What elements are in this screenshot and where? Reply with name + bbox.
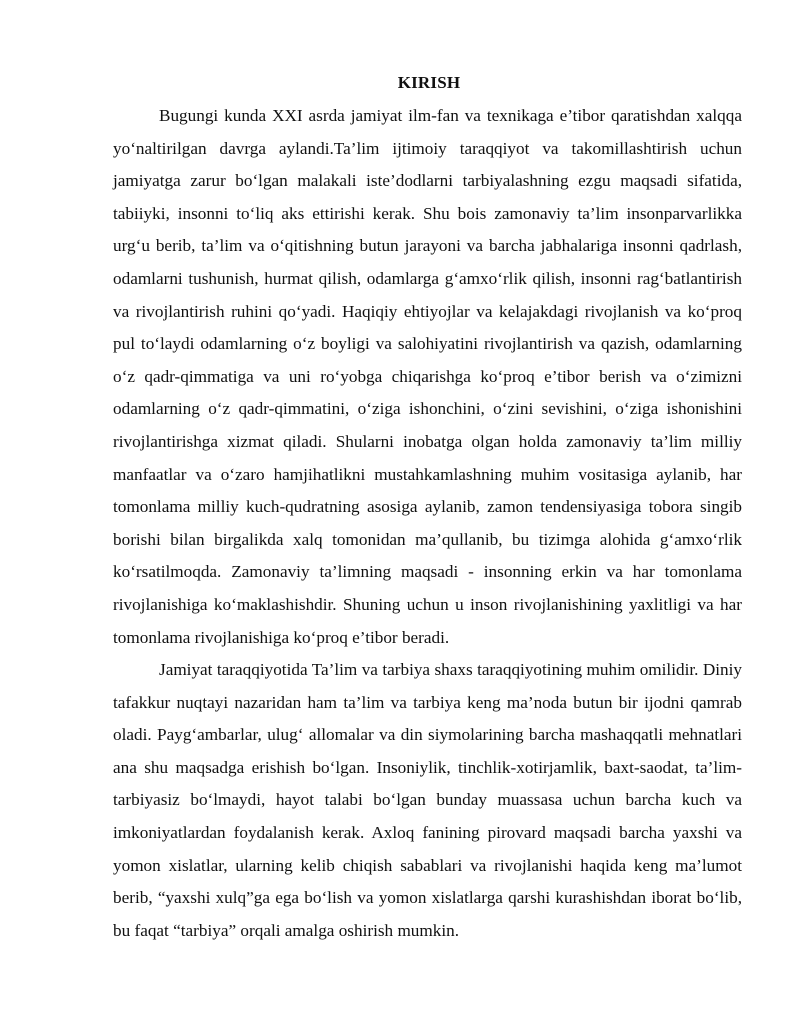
paragraph-1: Bugungi kunda XXI asrda jamiyat ilm-fan va texnikaga e’tibor qaratishdan xalqqa yo‘naltirilgan davrga aylandi.Ta’lim ijtimoiy taraqqiyot va takomillashtirish uchun jamiyatga zarur bo‘lgan malakali iste’dodlarni tarbiyalashning ezgu maqsadi sifatida, tabiiyki, insonni to‘liq aks ettirishi kerak. Shu bois zamonaviy ta’lim insonparvarlikka urg‘u berib, ta’lim va o‘qitishning butun jarayoni va barcha jabhalariga insonni qadrlash, odamlarni tushunish, hurmat qilish, odamlarga g‘amxo‘rlik qilish, insonni rag‘batlantirish va rivojlantirish ruhini qo‘yadi. Haqiqiy ehtiyojlar va kelajakdagi rivojlanish va ko‘proq pul to‘laydi odamlarning o‘z boyligi va salohiyatini rivojlantirish va qazish, odamlarning o‘z qadr-qimmatiga va uni ro‘yobga chiqarishga ko‘proq e’tibor berish va o‘zimizni odamlarning o‘z qadr-qimmatini, o‘ziga ishonchini, o‘zini sevishini, o‘ziga ishonishini rivojlantirishga xizmat qiladi. Shularni inobatga olgan holda zamonaviy ta’lim milliy manfaatlar va o‘zaro hamjihatlikni mustahkamlashning muhim vositasiga aylanib, har tomonlama milliy kuch-qudratning asosiga aylanib, zamon tendensiyasiga tobora singib borishi bilan birgalikda xalq tomonidan ma’qullanib, bu tizimga alohida g‘amxo‘rlik ko‘rsatilmoqda. Zamonaviy ta’limning maqsadi - insonning erkin va har tomonlama rivojlanishiga ko‘maklashishdir. Shuning uchun u inson rivojlanishining yaxlitligi va har tomonlama rivojlanishiga ko‘proq e’tibor beradi.: [113, 106, 742, 647]
paragraph-2: Jamiyat taraqqiyotida Ta’lim va tarbiya shaxs taraqqiyotining muhim omilidir. Diniy tafakkur nuqtayi nazaridan ham ta’lim va tarbiya keng ma’noda butun bir ijodni qamrab oladi. Payg‘ambarlar, ulug‘ allomalar va din siymolarining barcha mashaqqatli mehnatlari ana shu maqsadga erishish bo‘lgan. Insoniylik, tinchlik-xotirjamlik, baxt-saodat, ta’lim-tarbiyasiz bo‘lmaydi, hayot talabi bo‘lgan bunday muassasa uchun barcha kuch va imkoniyatlardan foydalanish kerak. Axloq fanining pirovard maqsadi barcha yaxshi va yomon xislatlar, ularning kelib chiqish sabablari va rivojlanishi haqida keng ma’lumot berib, “yaxshi xulq”ga ega bo‘lish va yomon xislatlarga qarshi kurashishdan iborat bo‘lib, bu faqat “tarbiya” orqali amalga oshirish mumkin.: [113, 660, 742, 940]
document-body: [113, 100, 742, 947]
page-title: KIRISH: [397, 73, 461, 92]
